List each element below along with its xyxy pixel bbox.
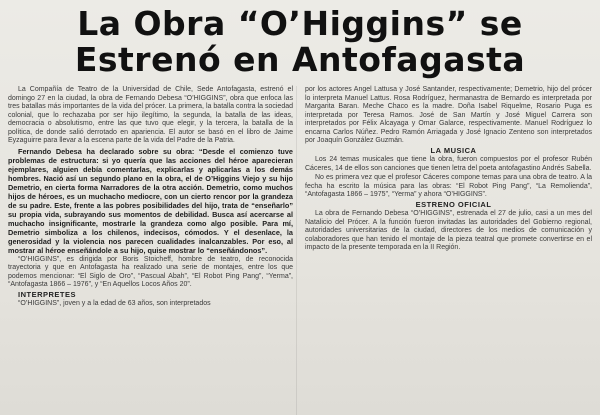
right-paragraph-4: La obra de Fernando Debesa “O’HIGGINS”, estrenada el 27 de julio, casi a un mes del Natalicio del Prócer. A la función fueron invitadas las autoridades del Gobierno regional, autoridades universitarias de la ciudad, directores de los medios de comunicación y colaboradores que han tenido el montaje de la pieza teatral que promete convertirse en el impacto de la presente temporada en la II Región. xyxy=(305,210,592,251)
column-divider xyxy=(296,86,297,415)
headline-line-2: Estrenó en Antofagasta xyxy=(74,40,526,79)
left-paragraph-2-quote: Fernando Debesa ha declarado sobre su obra: “Desde el comienzo tuve problemas de estructura: si yo quería que las acciones del héroe aparecieran ejemplares, alguien debía comentarlas, explicarlas y aplicarlas a los demás hombres. Nació así un segundo plano en la obra, el de O’Higgins Viejo y su hijo Demetrio, en cierta forma Narradores de la otra acción. Demetrio, como muchos hijos de héroes, es un muchacho mediocre, con un cierto rencor por la grandeza de su padre. Este, frente a las pobres posibilidades del hijo, trata de “enseñarlo” su propia vida, subrayando sus momentos de debilidad. Busca así acercarse al muchacho insignificante, mostrarle la grandeza como algo posible. Para mí, Demetrio simboliza a los chilenos, indecisos, cómodos. Y el desenlace, la generosidad y la violencia nos parecen cualidades inalcanzables. Por eso, al mostrar al héroe enseñándole a su hijo, quise mostrar lo “enseñándonos”. xyxy=(8,146,293,255)
subheading-interpretes: INTERPRETES xyxy=(18,289,77,299)
right-column xyxy=(305,86,592,254)
left-paragraph-4: “O’HIGGINS”, joven y a la edad de 63 años, son interpretados xyxy=(18,300,211,307)
left-paragraph-3: “O’HIGGINS”, es dirigida por Boris Stoicheff, hombre de teatro, de reconocida trayectoria y que en Antofagasta ha realizado una serie de montajes, entre los que podemos mencionar: “El Siglo de Oro”, “Pascual Abah”, “El Robot Ping Pang”, “Yerma”, “Antofagasta 1866 – 1976”, y “En Aquellos Locos Años 20”. xyxy=(8,255,293,288)
subheading-la-musica: LA MUSICA xyxy=(430,145,477,155)
left-paragraph-1: La Compañía de Teatro de la Universidad de Chile, Sede Antofagasta, estrenó el domingo 27 en la ciudad, la obra de Fernando Debesa “O’HIGGINS”, obra que enfoca las tres batallas más importantes de la vida del prócer. La primera, la batalla contra la sociedad colonial, que lo rechazaba por ser hijo ilegítimo, la segunda, la batalla de las ideas, democracia o absolutismo, entre las que tuvo que elegir, y la tercera, la batalla de la política, de donde salió derrotado en apariencia. El autor se basó en el libro de Jaime Eyzaguirre para llevar a la escena parte de la vida del Padre de la Patria. xyxy=(8,86,293,144)
left-column xyxy=(8,86,293,310)
right-paragraph-3: No es primera vez que el profesor Cáceres compone temas para una obra de teatro. A la fecha ha escrito la música para las obras: “El Robot Ping Pang”, “La Remolienda”, “Antofagasta 1866 – 1975”, “Yerma” y ahora “O’HIGGINS”. xyxy=(305,174,592,198)
right-paragraph-1: por los actores Angel Lattusa y José Santander, respectivamente; Demetrio, hijo del prócer lo interpreta Manuel Lattus. Rosa Rodríguez, hermanastra de Bernardo es interpretada por Margarita Baran. Meche Chaco es la madre. Doña Isabel Riquelme, Rosario Puga es interpretada por Teresa Ramos. José de San Martín y José Miguel Carrera son interpretados por Félix Alcayaga y Omar Galarce, respectivamente. Manuel Rodríguez lo encarna Carlos Núñez. Pedro Ramón Arriagada y José Ignacio Zenteno son interpretados por Joaquín González Guzmán. xyxy=(305,86,592,144)
headline-line-1: La Obra “O’Higgins” se xyxy=(77,4,523,43)
subheading-estreno-oficial: ESTRENO OFICIAL xyxy=(415,199,492,209)
right-paragraph-2: Los 24 temas musicales que tiene la obra, fueron compuestos por el profesor Rubén Cáceres, 14 de ellos son canciones que tienen letra del poeta antofagastino Andrés Sabella. xyxy=(305,156,592,172)
